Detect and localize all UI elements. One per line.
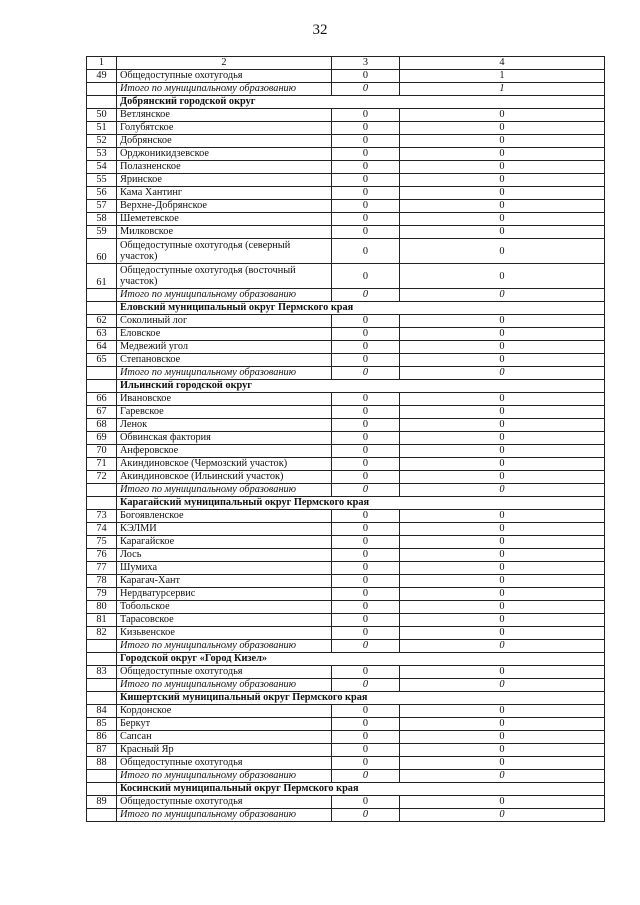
col3-value-cell: 0 [332,523,400,536]
col4-value-cell: 0 [400,588,605,601]
col3-value-cell: 0 [332,109,400,122]
col3-value-cell: 0 [332,731,400,744]
col3-value-cell: 0 [332,328,400,341]
table-row [87,341,605,354]
row-name-cell: Общедоступные охотугодья [117,70,332,83]
table-row [87,510,605,523]
col3-value-cell: 0 [332,666,400,679]
table-row [87,796,605,809]
section-number-cell [87,497,117,510]
col3-value-cell: 0 [332,419,400,432]
table-row [87,264,605,289]
col3-value-cell: 0 [332,341,400,354]
col3-value-cell: 0 [332,744,400,757]
table-row [87,601,605,614]
table-row [87,458,605,471]
row-name-cell: Ленок [117,419,332,432]
row-name-cell: Общедоступные охотугодья (восточный участок) [117,264,332,289]
col3-value-cell: 0 [332,174,400,187]
col3-value-cell: 0 [332,705,400,718]
col3-value-cell: 0 [332,393,400,406]
row-name-cell: Богоявленское [117,510,332,523]
col3-value-cell: 0 [332,510,400,523]
row-name-cell: Кордонское [117,705,332,718]
col3-value-cell: 0 [332,70,400,83]
row-number-cell: 77 [87,562,117,575]
col4-value-cell: 0 [400,432,605,445]
row-number-cell: 50 [87,109,117,122]
row-number-cell: 80 [87,601,117,614]
row-number-cell: 69 [87,432,117,445]
table-row [87,614,605,627]
table-row [87,536,605,549]
table-row [87,200,605,213]
row-name-cell: Полазненское [117,161,332,174]
col3-value-cell: 0 [332,601,400,614]
row-number-cell: 83 [87,666,117,679]
col3-value-cell: 0 [332,367,400,380]
row-number-cell: 89 [87,796,117,809]
row-number-cell: 78 [87,575,117,588]
hunting-grounds-table [86,56,605,822]
col4-value-cell: 0 [400,458,605,471]
col3-value-cell: 0 [332,264,400,289]
col3-value-cell: 0 [332,484,400,497]
subtotal-row [87,83,605,96]
row-name-cell: Лось [117,549,332,562]
table-row [87,70,605,83]
table-row [87,419,605,432]
row-number-cell: 72 [87,471,117,484]
table-row [87,122,605,135]
row-name-cell: Итого по муниципальному образованию [117,289,332,302]
row-name-cell: Гаревское [117,406,332,419]
col3-value-cell: 0 [332,83,400,96]
row-name-cell: Красный Яр [117,744,332,757]
col3-value-cell: 0 [332,458,400,471]
table-row [87,148,605,161]
section-title: Косинский муниципальный округ Пермского края [117,783,605,796]
row-name-cell: Общедоступные охотугодья [117,757,332,770]
table-row [87,549,605,562]
table-row [87,239,605,264]
row-name-cell: Орджоникидзевское [117,148,332,161]
subtotal-row [87,484,605,497]
row-name-cell: Общедоступные охотугодья [117,666,332,679]
col4-value-cell: 0 [400,445,605,458]
section-number-cell [87,692,117,705]
col4-value-cell: 0 [400,757,605,770]
col3-value-cell: 0 [332,562,400,575]
row-name-cell: Шумиха [117,562,332,575]
section-title: Еловский муниципальный округ Пермского края [117,302,605,315]
table-row [87,588,605,601]
table-row [87,562,605,575]
header-col-3: 3 [332,57,400,70]
row-name-cell: Итого по муниципальному образованию [117,484,332,497]
row-name-cell: Обвинская фактория [117,432,332,445]
col3-value-cell: 0 [332,239,400,264]
row-number-cell: 75 [87,536,117,549]
section-number-cell [87,302,117,315]
col3-value-cell: 0 [332,289,400,302]
row-number-cell: 60 [87,239,117,264]
table-row [87,731,605,744]
row-number-cell: 88 [87,757,117,770]
header-col-4: 4 [400,57,605,70]
col4-value-cell: 0 [400,705,605,718]
row-name-cell: Соколиный лог [117,315,332,328]
row-number-cell [87,770,117,783]
row-name-cell: Нердватурсервис [117,588,332,601]
row-number-cell: 52 [87,135,117,148]
col4-value-cell: 0 [400,161,605,174]
row-name-cell: Акиндиновское (Чермозский участок) [117,458,332,471]
table-row [87,213,605,226]
section-title: Городской округ «Город Кизел» [117,653,605,666]
col4-value-cell: 0 [400,510,605,523]
col4-value-cell: 0 [400,718,605,731]
row-number-cell: 55 [87,174,117,187]
col4-value-cell: 0 [400,393,605,406]
row-number-cell: 76 [87,549,117,562]
section-header-row [87,783,605,796]
row-name-cell: Степановское [117,354,332,367]
row-name-cell: Медвежий угол [117,341,332,354]
section-header-row [87,497,605,510]
col4-value-cell: 0 [400,367,605,380]
row-number-cell: 73 [87,510,117,523]
col4-value-cell: 0 [400,109,605,122]
table-row [87,705,605,718]
col3-value-cell: 0 [332,614,400,627]
row-name-cell: Тарасовское [117,614,332,627]
col3-value-cell: 0 [332,640,400,653]
section-number-cell [87,653,117,666]
col4-value-cell: 0 [400,744,605,757]
col4-value-cell: 0 [400,354,605,367]
table-body [87,57,605,822]
row-number-cell [87,289,117,302]
table-row [87,718,605,731]
header-col-1: 1 [87,57,117,70]
row-name-cell: КЭЛМИ [117,523,332,536]
header-col-2: 2 [117,57,332,70]
row-name-cell: Ветлянское [117,109,332,122]
col4-value-cell: 0 [400,614,605,627]
row-name-cell: Кизьвенское [117,627,332,640]
col3-value-cell: 0 [332,536,400,549]
section-header-row [87,96,605,109]
row-name-cell: Сапсан [117,731,332,744]
row-number-cell: 74 [87,523,117,536]
col3-value-cell: 0 [332,445,400,458]
row-number-cell: 58 [87,213,117,226]
table-row [87,328,605,341]
col4-value-cell: 0 [400,471,605,484]
col4-value-cell: 0 [400,187,605,200]
row-name-cell: Яринское [117,174,332,187]
table-row [87,432,605,445]
col4-value-cell: 0 [400,536,605,549]
col4-value-cell: 0 [400,341,605,354]
subtotal-row [87,367,605,380]
col3-value-cell: 0 [332,432,400,445]
col4-value-cell: 0 [400,523,605,536]
row-name-cell: Милковское [117,226,332,239]
row-number-cell: 66 [87,393,117,406]
col3-value-cell: 0 [332,354,400,367]
row-name-cell: Шеметевское [117,213,332,226]
row-number-cell [87,809,117,822]
col4-value-cell: 0 [400,315,605,328]
table-row [87,445,605,458]
table-row [87,187,605,200]
col3-value-cell: 0 [332,575,400,588]
col4-value-cell: 0 [400,264,605,289]
col4-value-cell: 0 [400,770,605,783]
row-number-cell: 84 [87,705,117,718]
col4-value-cell: 0 [400,679,605,692]
row-number-cell: 81 [87,614,117,627]
row-name-cell: Общедоступные охотугодья [117,796,332,809]
col4-value-cell: 0 [400,419,605,432]
col3-value-cell: 0 [332,122,400,135]
row-name-cell: Карагайское [117,536,332,549]
row-number-cell: 71 [87,458,117,471]
row-name-cell: Итого по муниципальному образованию [117,640,332,653]
col4-value-cell: 1 [400,83,605,96]
table-row [87,757,605,770]
col4-value-cell: 0 [400,484,605,497]
col3-value-cell: 0 [332,200,400,213]
section-number-cell [87,96,117,109]
row-name-cell: Итого по муниципальному образованию [117,770,332,783]
col3-value-cell: 0 [332,406,400,419]
row-number-cell [87,367,117,380]
row-name-cell: Итого по муниципальному образованию [117,679,332,692]
row-number-cell: 51 [87,122,117,135]
table-row [87,575,605,588]
col4-value-cell: 0 [400,549,605,562]
col3-value-cell: 0 [332,315,400,328]
row-number-cell: 61 [87,264,117,289]
table-row [87,135,605,148]
section-header-row [87,380,605,393]
col3-value-cell: 0 [332,226,400,239]
col3-value-cell: 0 [332,549,400,562]
col4-value-cell: 0 [400,640,605,653]
col4-value-cell: 0 [400,796,605,809]
col3-value-cell: 0 [332,471,400,484]
col4-value-cell: 1 [400,70,605,83]
row-number-cell: 70 [87,445,117,458]
col3-value-cell: 0 [332,187,400,200]
row-name-cell: Голубятское [117,122,332,135]
row-number-cell: 86 [87,731,117,744]
col3-value-cell: 0 [332,588,400,601]
table-row [87,471,605,484]
row-name-cell: Итого по муниципальному образованию [117,367,332,380]
col4-value-cell: 0 [400,226,605,239]
subtotal-row [87,679,605,692]
section-number-cell [87,783,117,796]
row-number-cell: 85 [87,718,117,731]
table-row [87,393,605,406]
subtotal-row [87,640,605,653]
col3-value-cell: 0 [332,135,400,148]
table-header-row [87,57,605,70]
row-number-cell: 82 [87,627,117,640]
row-number-cell: 62 [87,315,117,328]
row-number-cell: 56 [87,187,117,200]
row-number-cell: 65 [87,354,117,367]
row-number-cell: 79 [87,588,117,601]
section-title: Ильинский городской округ [117,380,605,393]
col3-value-cell: 0 [332,718,400,731]
row-number-cell [87,83,117,96]
row-number-cell: 67 [87,406,117,419]
section-header-row [87,692,605,705]
col4-value-cell: 0 [400,406,605,419]
col4-value-cell: 0 [400,148,605,161]
row-name-cell: Карагач-Хант [117,575,332,588]
col4-value-cell: 0 [400,575,605,588]
section-title: Добрянский городской округ [117,96,605,109]
table-row [87,627,605,640]
table-row [87,109,605,122]
table-row [87,744,605,757]
subtotal-row [87,770,605,783]
subtotal-row [87,809,605,822]
col4-value-cell: 0 [400,562,605,575]
col4-value-cell: 0 [400,731,605,744]
row-name-cell: Акиндиновское (Ильинский участок) [117,471,332,484]
col3-value-cell: 0 [332,679,400,692]
col4-value-cell: 0 [400,200,605,213]
table-row [87,666,605,679]
col4-value-cell: 0 [400,135,605,148]
col4-value-cell: 0 [400,809,605,822]
col4-value-cell: 0 [400,122,605,135]
row-name-cell: Итого по муниципальному образованию [117,809,332,822]
page-number: 32 [312,22,328,38]
row-number-cell [87,640,117,653]
table-row [87,354,605,367]
row-number-cell [87,679,117,692]
section-title: Карагайский муниципальный округ Пермского края [117,497,605,510]
section-header-row [87,302,605,315]
row-number-cell: 49 [87,70,117,83]
row-name-cell: Итого по муниципальному образованию [117,83,332,96]
row-name-cell: Тобольское [117,601,332,614]
table-row [87,315,605,328]
row-name-cell: Добрянское [117,135,332,148]
col4-value-cell: 0 [400,601,605,614]
col3-value-cell: 0 [332,161,400,174]
subtotal-row [87,289,605,302]
row-number-cell: 68 [87,419,117,432]
row-number-cell: 87 [87,744,117,757]
col3-value-cell: 0 [332,148,400,161]
row-number-cell: 64 [87,341,117,354]
table-row [87,406,605,419]
row-name-cell: Верхне-Добрянское [117,200,332,213]
row-number-cell [87,484,117,497]
col4-value-cell: 0 [400,627,605,640]
row-name-cell: Ивановское [117,393,332,406]
col4-value-cell: 0 [400,289,605,302]
row-name-cell: Анферовское [117,445,332,458]
col3-value-cell: 0 [332,213,400,226]
table-row [87,161,605,174]
row-name-cell: Общедоступные охотугодья (северный участок) [117,239,332,264]
table-row [87,523,605,536]
col4-value-cell: 0 [400,239,605,264]
col4-value-cell: 0 [400,328,605,341]
row-name-cell: Беркут [117,718,332,731]
col3-value-cell: 0 [332,627,400,640]
row-number-cell: 59 [87,226,117,239]
row-name-cell: Еловское [117,328,332,341]
table-row [87,174,605,187]
col3-value-cell: 0 [332,809,400,822]
col3-value-cell: 0 [332,757,400,770]
row-number-cell: 54 [87,161,117,174]
section-header-row [87,653,605,666]
table-row [87,226,605,239]
col3-value-cell: 0 [332,770,400,783]
col4-value-cell: 0 [400,174,605,187]
row-number-cell: 63 [87,328,117,341]
row-number-cell: 57 [87,200,117,213]
section-number-cell [87,380,117,393]
col4-value-cell: 0 [400,666,605,679]
col4-value-cell: 0 [400,213,605,226]
col3-value-cell: 0 [332,796,400,809]
row-name-cell: Кама Хантинг [117,187,332,200]
row-number-cell: 53 [87,148,117,161]
section-title: Кишертский муниципальный округ Пермского края [117,692,605,705]
